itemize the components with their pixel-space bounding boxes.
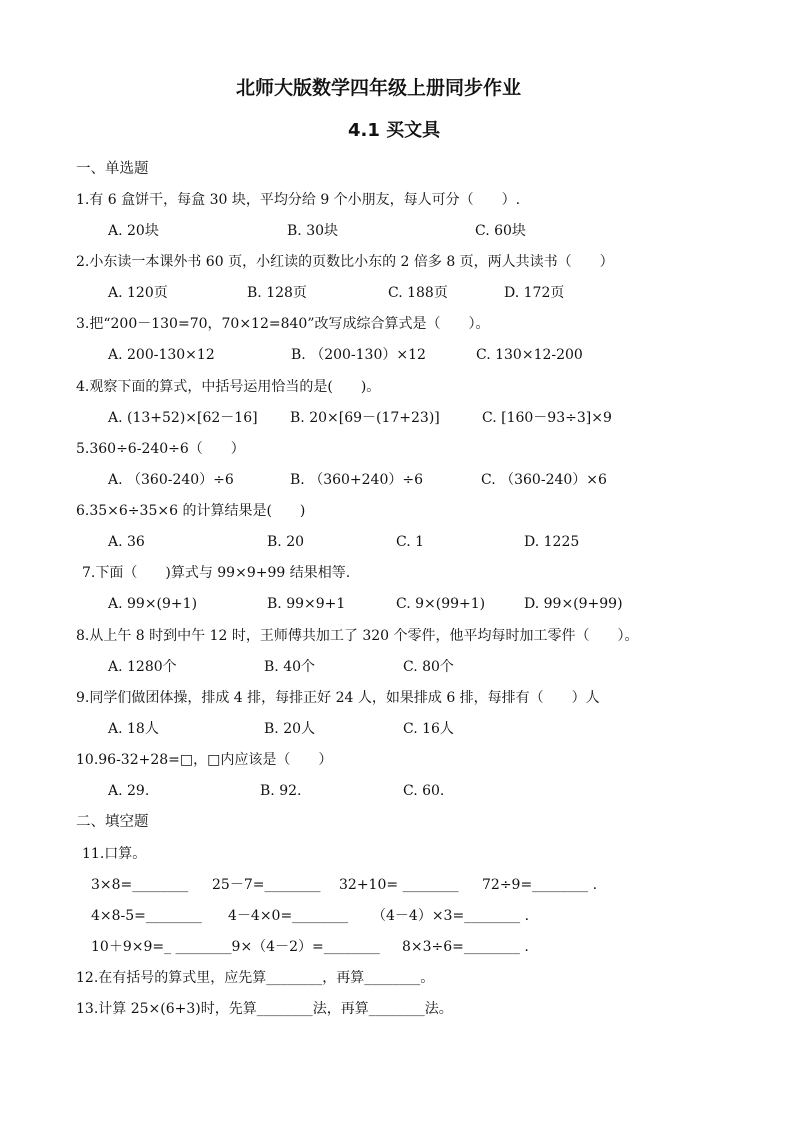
oral-calc-item: （4－4）×3=________ . — [372, 908, 530, 924]
oral-calc-item: 10＋9×9=_ ________9×（4－2）=________ — [91, 939, 380, 955]
question-2: 2.小东读一本课外书 60 页，小红读的页数比小东的 2 倍多 8 页，两人共读书（ ） — [76, 254, 614, 270]
question-6-option-d: D. 1225 — [524, 534, 580, 550]
question-8-option-c: C. 80个 — [403, 659, 454, 675]
question-1-option-c: C. 60块 — [475, 223, 526, 239]
section-heading-fill-in: 二、填空题 — [76, 814, 149, 830]
question-9-option-a: A. 18人 — [108, 721, 159, 737]
question-7-option-d: D. 99×(9+99) — [524, 596, 623, 612]
question-1-option-a: A. 20块 — [108, 223, 159, 239]
question-8-option-a: A. 1280个 — [108, 659, 177, 675]
oral-calc-item: 25－7=________ — [212, 877, 321, 893]
question-6: 6.35×6÷35×6 的计算结果是( ) — [76, 503, 306, 519]
question-13: 13.计算 25×(6+3)时，先算________法，再算________法。 — [76, 1001, 453, 1017]
question-4-option-c: C. [160－93÷3]×9 — [482, 410, 612, 426]
oral-calc-item: 4×8-5=________ — [91, 908, 202, 924]
question-5: 5.360÷6-240÷6（ ） — [76, 441, 245, 457]
question-8: 8.从上午 8 时到中午 12 时，王师傅共加工了 320 个零件，他平均每时加工零件（ ）。 — [76, 628, 639, 644]
question-11: 11.口算。 — [82, 846, 147, 862]
question-6-option-b: B. 20 — [267, 534, 305, 550]
question-1: 1.有 6 盒饼干，每盒 30 块，平均分给 9 个小朋友，每人可分（ ）. — [76, 192, 521, 208]
question-3-option-b: B. （200-130）×12 — [291, 347, 426, 363]
question-7-option-c: C. 9×(99+1) — [396, 596, 486, 612]
question-3-option-a: A. 200-130×12 — [108, 347, 215, 363]
question-12: 12.在有括号的算式里，应先算________，再算________。 — [76, 970, 435, 986]
question-10-option-a: A. 29. — [108, 783, 150, 799]
question-7-option-b: B. 99×9+1 — [267, 596, 346, 612]
question-5-option-c: C. （360-240）×6 — [481, 472, 607, 488]
question-6-option-c: C. 1 — [396, 534, 425, 550]
question-1-option-b: B. 30块 — [287, 223, 339, 239]
question-7: 7.下面（ )算式与 99×9+99 结果相等. — [82, 565, 351, 581]
question-5-option-a: A. （360-240）÷6 — [108, 472, 234, 488]
oral-calc-item: 3×8=________ — [91, 877, 189, 893]
question-4-option-a: A. (13+52)×[62－16] — [108, 410, 258, 426]
question-6-option-a: A. 36 — [108, 534, 145, 550]
oral-calc-item: 4－4×0=________ — [228, 908, 349, 924]
oral-calc-item: 8×3÷6=________ . — [402, 939, 529, 955]
question-10: 10.96-32+28=□，□内应该是（ ） — [76, 752, 333, 768]
section-heading-single-choice: 一、单选题 — [76, 161, 149, 177]
question-2-option-a: A. 120页 — [108, 285, 168, 301]
question-10-option-c: C. 60. — [403, 783, 445, 799]
question-3: 3.把“200－130=70，70×12=840”改写成综合算式是（ ）。 — [76, 316, 490, 332]
page-subtitle: 4.1 买文具 — [348, 120, 441, 141]
question-8-option-b: B. 40个 — [264, 659, 316, 675]
question-9-option-b: B. 20人 — [264, 721, 316, 737]
question-2-option-c: C. 188页 — [388, 285, 448, 301]
question-9-option-c: C. 16人 — [403, 721, 454, 737]
question-4: 4.观察下面的算式，中括号运用恰当的是( )。 — [76, 379, 381, 395]
question-2-option-b: B. 128页 — [247, 285, 307, 301]
question-9: 9.同学们做团体操，排成 4 排，每排正好 24 人，如果排成 6 排，每排有（ ）人 — [76, 690, 600, 706]
oral-calc-item: 32+10= ________ — [339, 877, 459, 893]
question-4-option-b: B. 20×[69－(17+23)] — [290, 410, 440, 426]
page-title: 北师大版数学四年级上册同步作业 — [236, 77, 522, 99]
question-7-option-a: A. 99×(9+1) — [108, 596, 198, 612]
question-2-option-d: D. 172页 — [504, 285, 565, 301]
question-3-option-c: C. 130×12-200 — [476, 347, 583, 363]
question-10-option-b: B. 92. — [260, 783, 302, 799]
oral-calc-item: 72÷9=________ . — [482, 877, 598, 893]
question-5-option-b: B. （360+240）÷6 — [290, 472, 423, 488]
